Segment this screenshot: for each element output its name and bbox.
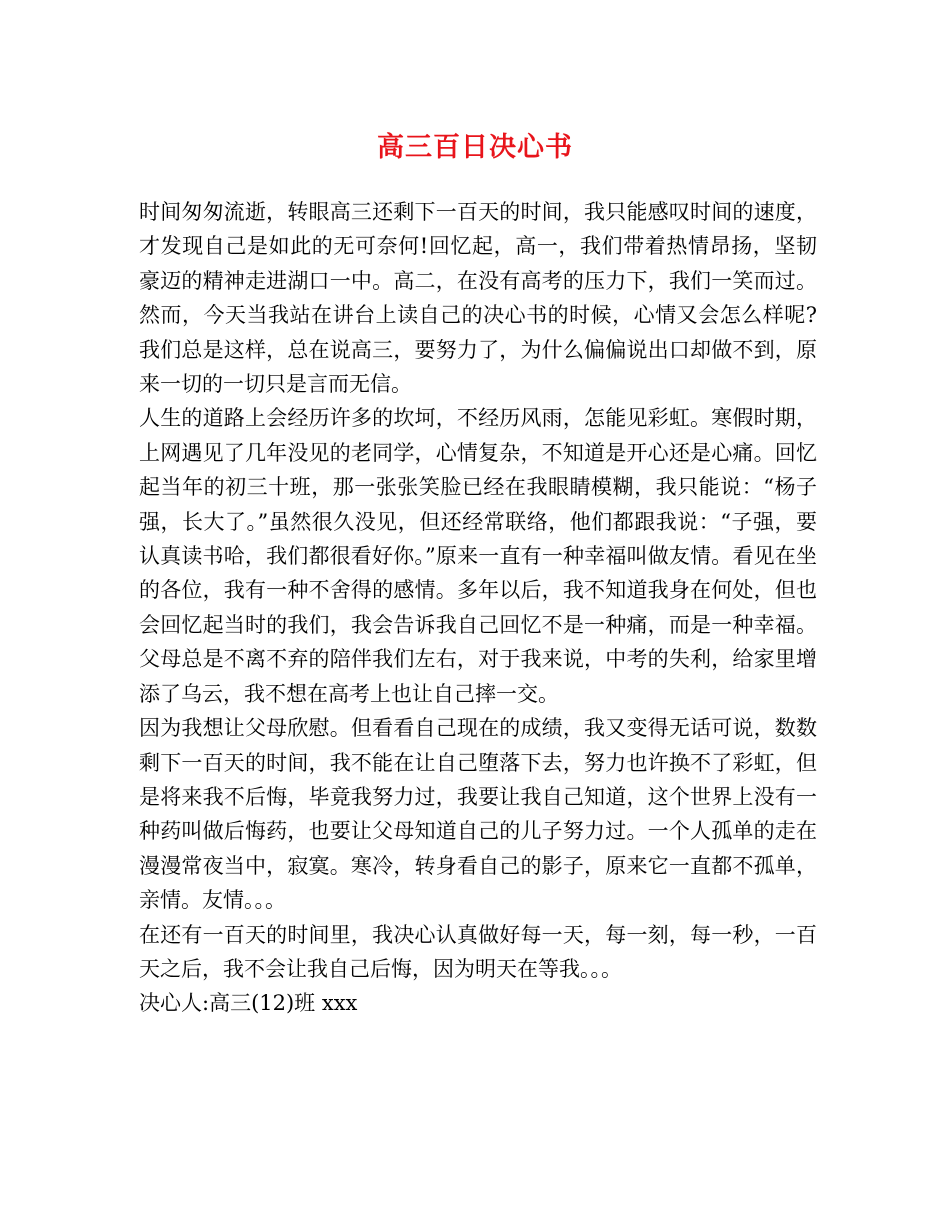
paragraph-2: 人生的道路上会经历许多的坎坷，不经历风雨，怎能见彩虹。寒假时期，上网遇见了几年没见的老同学，心情复杂，不知道是开心还是心痛。回忆起当年的初三十班，那一张张笑脸已经在我眼睛模糊，我只能说：“杨子强，长大了。”虽然很久没见，但还经常联络，他们都跟我说：“子强，要认真读书哈，我们都很看好你。”原来一直有一种幸福叫做友情。看见在坐的各位，我有一种不舍得的感情。多年以后，我不知道我身在何处，但也会回忆起当时的我们，我会告诉我自己回忆不是一种痛，而是一种幸福。父母总是不离不弃的陪伴我们左右，对于我来说，中考的失利，给家里增添了乌云，我不想在高考上也让自己摔一交。 [139,406,817,706]
document-body [139,195,817,1021]
signature-line: 决心人:高三(12)班 xxx [139,991,358,1016]
paragraph-4: 在还有一百天的时间里，我决心认真做好每一天，每一刻，每一秒，一百天之后，我不会让我自己后悔，因为明天在等我。。。 [139,922,817,981]
paragraph-3: 因为我想让父母欣慰。但看看自己现在的成绩，我又变得无话可说，数数剩下一百天的时间，我不能在让自己堕落下去，努力也许换不了彩虹，但是将来我不后悔，毕竟我努力过，我要让我自己知道，这个世界上没有一种药叫做后悔药，也要让父母知道自己的儿子努力过。一个人孤单的走在漫漫常夜当中，寂寞。寒冷，转身看自己的影子，原来它一直都不孤单，亲情。友情。。。 [139,716,817,913]
paragraph-1: 时间匆匆流逝，转眼高三还剩下一百天的时间，我只能感叹时间的速度，才发现自己是如此的无可奈何!回忆起，高一，我们带着热情昂扬，坚韧豪迈的精神走进湖口一中。高二，在没有高考的压力下，我们一笑而过。然而，今天当我站在讲台上读自己的决心书的时候，心情又会怎么样呢?我们总是这样，总在说高三，要努力了，为什么偏偏说出口却做不到，原来一切的一切只是言而无信。 [139,200,817,397]
document-title: 高三百日决心书 [377,132,573,163]
